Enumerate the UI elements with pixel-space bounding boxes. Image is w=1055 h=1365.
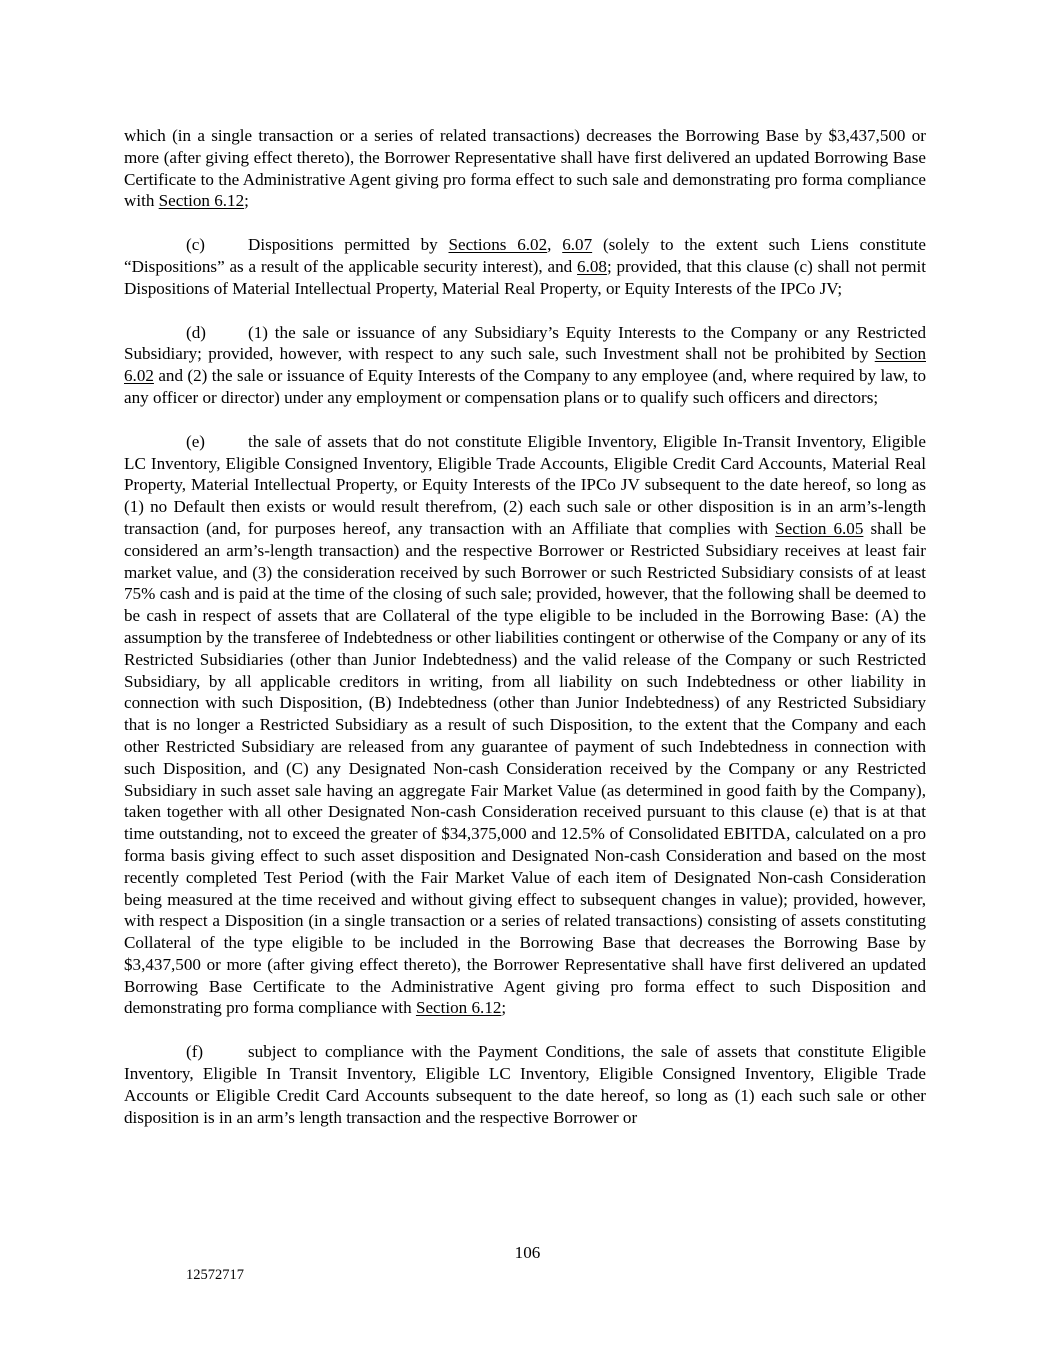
clause-label: (f) xyxy=(186,1042,204,1062)
text: which (in a single transaction or a series of related transactions) decreases the Borrowing Base by $3,437,500 or more (after giving effect thereto), the Borrower Representative shall have first delivered an updated Borrowing Base Certificate to the Administrative Agent giving pro forma effect to such sale and demonstrating pro forma compliance with xyxy=(124,126,926,211)
clause-e xyxy=(124,431,926,1020)
text: and (2) the sale or issuance of Equity Interests of the Company to any employee (and, where required by law, to any officer or director) under any employment or compensation plans or to qualify such officers and directors; xyxy=(124,366,926,407)
text: ; xyxy=(244,191,249,211)
section-reference: Section 6.05 xyxy=(775,518,864,538)
section-reference: Sections 6.02 xyxy=(448,235,548,255)
section-reference: Section 6.02 xyxy=(124,344,926,386)
clause-label: (d) xyxy=(186,322,206,342)
text: (solely to the extent such Liens constitute “Dispositions” as a result of the applicable security interest), and xyxy=(124,235,926,276)
text: , xyxy=(547,235,563,255)
page-number: 106 xyxy=(514,1243,541,1262)
section-reference: 6.08 xyxy=(577,256,607,276)
text: Dispositions permitted by xyxy=(248,235,449,255)
clause-label: (c) xyxy=(186,235,205,255)
text: (1) the sale or issuance of any Subsidiary’s Equity Interests to the Company or any Restricted Subsidiary; provided, however, with respect to any such sale, such Investment shall not be prohibited by xyxy=(124,322,926,364)
paragraph-continuation xyxy=(124,125,926,212)
clause-f xyxy=(124,1041,926,1128)
text: subject to compliance with the Payment Conditions, the sale of assets that constitute Eligible Inventory, Eligible In Transit Inventory, Eligible LC Inventory, Eligible Consigned Inventory, Eligible Trade Accounts or Eligible Credit Card Accounts subsequent to the date hereof, so long as (1) each such sale or other disposition is in an arm’s length transaction and the respective Borrower or xyxy=(124,1042,926,1127)
section-reference: 6.07 xyxy=(562,235,593,255)
text: ; xyxy=(501,998,507,1018)
clause-label: (e) xyxy=(186,431,205,451)
document-body xyxy=(124,125,926,1150)
clause-c xyxy=(124,234,926,299)
clause-d xyxy=(124,322,926,409)
section-reference: Section 6.12 xyxy=(415,998,502,1018)
section-reference: Section 6.12 xyxy=(158,191,245,211)
text: ; provided, that this clause (c) shall not permit Dispositions of Material Intellectual Property, Material Real Property, or Equity Interests of the IPCo JV; xyxy=(124,256,926,298)
text: the sale of assets that do not constitute Eligible Inventory, Eligible In-Transit Inventory, Eligible LC Inventory, Eligible Consigned Inventory, Eligible Trade Accounts, Eligible Credit Card Accounts, Material Real Property, Material Intellectual Property, or Equity Interests of the IPCo JV subsequent to the date hereof, so long as (1) no Default then exists or would result therefrom, (2) each such sale or other disposition is in an arm’s-length transaction (and, for purposes hereof, any transaction with an Affiliate that complies with xyxy=(124,431,926,538)
document-id: 12572717 xyxy=(186,1267,244,1283)
text: shall be considered an arm’s-length transaction) and the respective Borrower or Restricted Subsidiary receives at least fair market value, and (3) the consideration received by such Borrower or such Restricted Subsidiary consists of at least 75% cash and is paid at the time of the closing of such sale; provided, however, that the following shall be deemed to be cash in respect of assets that are Collateral of the type eligible to be included in the Borrowing Base: (A) the assumption by the transferee of Indebtedness or other liabilities contingent or otherwise of the Company or any of its Restricted Subsidiaries (other than Junior Indebtedness) and the valid release of the Company or such Restricted Subsidiary, by all applicable creditors in writing, from all liability on such Indebtedness or other liability in connection with such Disposition, (B) Indebtedness (other than Junior Indebtedness) of any Restricted Subsidiary that is no longer a Restricted Subsidiary as a result of such Disposition, to the extent that the Company and each other Restricted Subsidiary are released from any guarantee of payment of such Indebtedness in connection with such Disposition, and (C) any Designated Non-cash Consideration received by the Company or any Restricted Subsidiary in such asset sale having an aggregate Fair Market Value (as determined in good faith by the Company), taken together with all other Designated Non-cash Consideration received pursuant to this clause (e) that is at that time outstanding, not to exceed the greater of $34,375,000 and 12.5% of Consolidated EBITDA, calculated on a pro forma basis giving effect to such asset disposition and Designated Non-cash Consideration and based on the most recently completed Test Period (with the Fair Market Value of each item of Designated Non-cash Consideration being measured at the time received and without giving effect to subsequent changes in value); provided, however, with respect a Disposition (in a single transaction or a series of related transactions) consisting of assets constituting Collateral of the type eligible to be included in the Borrowing Base that decreases the Borrowing Base by $3,437,500 or more (after giving effect thereto), the Borrower Representative shall have first delivered an updated Borrowing Base Certificate to the Administrative Agent giving pro forma effect to such Disposition and demonstrating pro forma compliance with xyxy=(124,518,926,1018)
